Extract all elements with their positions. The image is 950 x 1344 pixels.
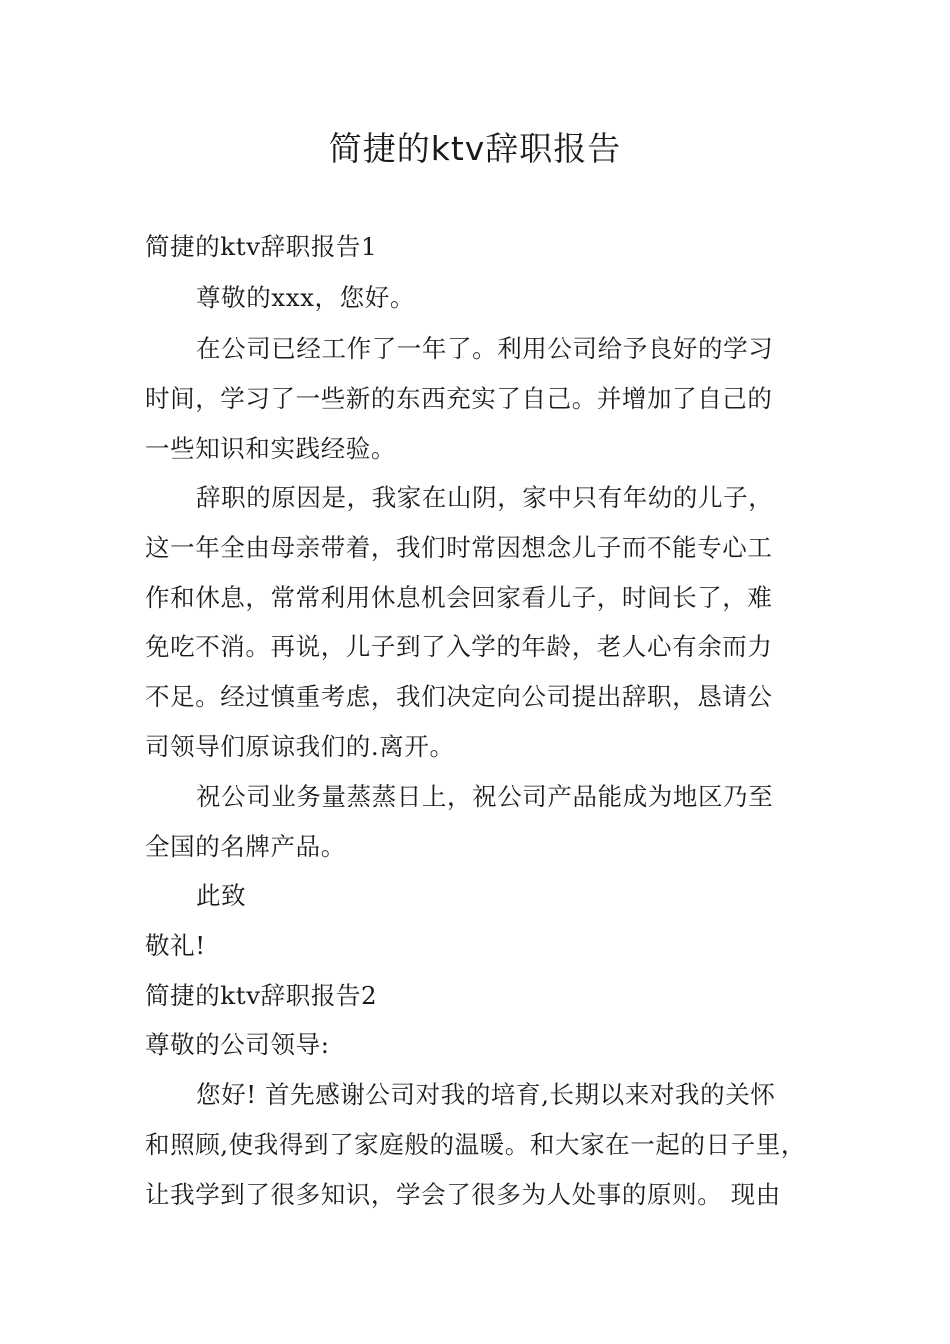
section-heading-1: 简捷的ktv辞职报告1: [145, 232, 378, 261]
section-heading-2: 简捷的ktv辞职报告2: [145, 981, 378, 1010]
paragraph-line: 全国的名牌产品。: [145, 832, 346, 861]
document-title: 简捷的ktv辞职报告: [328, 129, 622, 168]
salutation-2: 尊敬的公司领导:: [145, 1030, 330, 1059]
paragraph-line: 一些知识和实践经验。: [145, 434, 396, 463]
paragraph-line: 免吃不消。再说，儿子到了入学的年龄，老人心有余而力: [145, 632, 773, 661]
paragraph-line: 在公司已经工作了一年了。利用公司给予良好的学习: [196, 334, 774, 363]
paragraph-line: 时间，学习了一些新的东西充实了自己。并增加了自己的: [145, 384, 773, 413]
salutation-1: 尊敬的xxx，您好。: [196, 283, 415, 312]
paragraph-line: 和照顾,使我得到了家庭般的温暖。和大家在一起的日子里，: [145, 1130, 806, 1159]
paragraph-line: 您好! 首先感谢公司对我的培育,长期以来对我的关怀: [196, 1080, 776, 1109]
paragraph-line: 让我学到了很多知识，学会了很多为人处事的原则。 现由: [145, 1180, 781, 1209]
paragraph-line: 司领导们原谅我们的.离开。: [145, 732, 455, 761]
paragraph-line: 作和休息，常常利用休息机会回家看儿子，时间长了，难: [145, 583, 773, 612]
paragraph-line: 不足。经过慎重考虑，我们决定向公司提出辞职，恳请公: [145, 682, 773, 711]
paragraph-line: 祝公司业务量蒸蒸日上，祝公司产品能成为地区乃至: [196, 782, 774, 811]
paragraph-line: 辞职的原因是，我家在山阴，家中只有年幼的儿子，: [196, 483, 774, 512]
closing-line: 此致: [196, 881, 247, 910]
paragraph-line: 这一年全由母亲带着，我们时常因想念儿子而不能专心工: [145, 533, 773, 562]
closing-line: 敬礼!: [145, 931, 206, 960]
